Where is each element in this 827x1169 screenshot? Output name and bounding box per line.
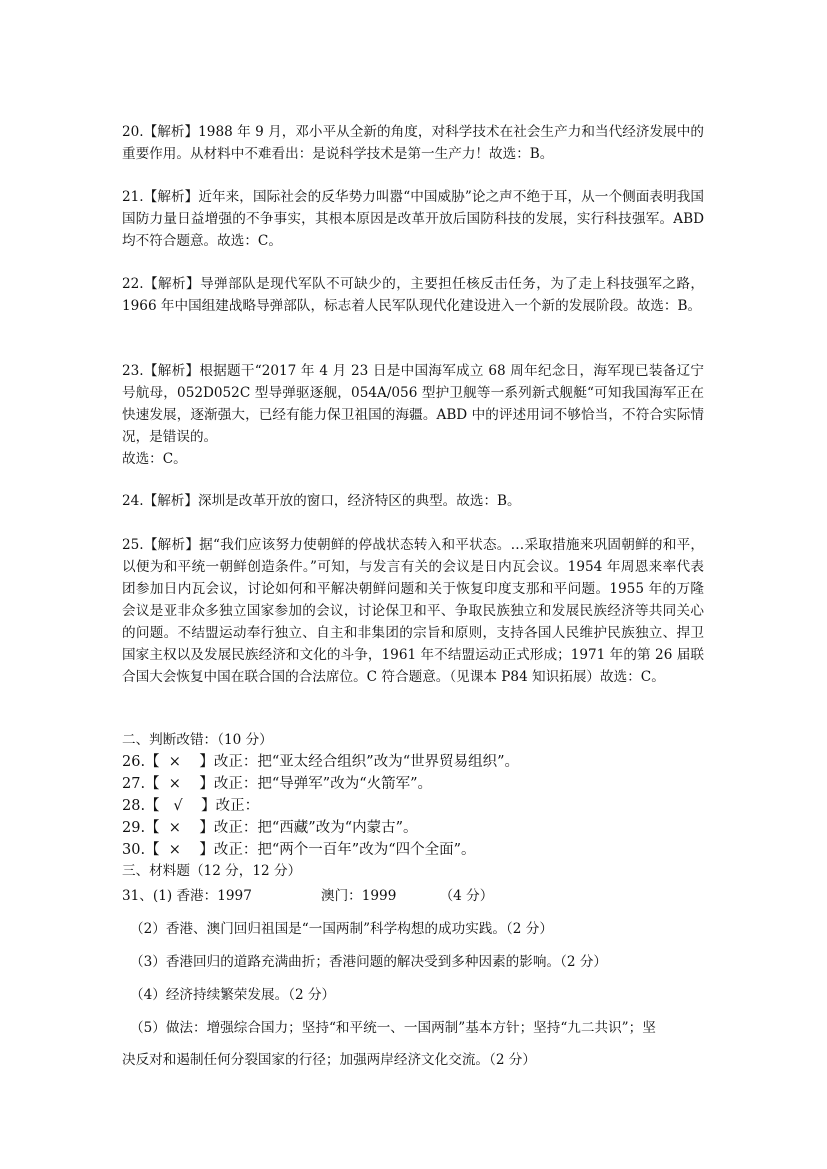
answer-31-4: （4）经济持续繁荣发展。（2 分） bbox=[130, 987, 336, 1003]
answer-31-3: （3）香港回归的道路充满曲折；香港问题的解决受到多种因素的影响。（2 分） bbox=[130, 954, 608, 970]
analysis-q24: 24.【解析】深圳是改革开放的窗口，经济特区的典型。故选：B。 bbox=[122, 493, 521, 509]
analysis-q21: 21.【解析】近年来，国际社会的反华势力叫嚣“中国威胁”论之声不绝于耳，从一个侧面表明我国国防力量日益增强的不争事实，其根本原因是改革开放后国防科技的发展，实行科技强军。ABD 均不符合题意。故选：C。 bbox=[122, 189, 704, 249]
judgement-item-28: 28.【 √ 】改正： bbox=[122, 798, 260, 814]
analysis-q22: 22.【解析】导弹部队是现代军队不可缺少的，主要担任核反击任务，为了走上科技强军之路，1966 年中国组建战略导弹部队，标志着人民军队现代化建设进入一个新的发展阶段。故选：B。 bbox=[122, 276, 704, 314]
judgement-item-29: 29.【 × 】改正：把“西藏”改为“内蒙古”。 bbox=[122, 820, 418, 836]
section2-heading: 二、判断改错：（10 分） bbox=[122, 732, 273, 748]
answer-31-5-line1: （5）做法：增强综合国力；坚持“和平统一、一国两制”基本方针；坚持“九二共识”；坚 bbox=[130, 1020, 656, 1036]
section3-heading: 三、材料题（12 分，12 分） bbox=[122, 863, 302, 879]
analysis-q23: 23.【解析】根据题干“2017 年 4 月 23 日是中国海军成立 68 周年纪念日，海军现已装备辽宁号航母，052D052C 型导弹驱逐舰，054A/056 型护卫舰等一系列新式舰艇“可知我国海军正在快速发展，逐渐强大，已经有能力保卫祖国的海疆。ABD 中的评述用词不够恰当，不符合实际情况，是错误的。 bbox=[122, 363, 704, 445]
judgement-item-27: 27.【 × 】改正：把“导弹军”改为“火箭军”。 bbox=[122, 776, 433, 792]
analysis-q25: 25.【解析】据“我们应该努力使朝鲜的停战状态转入和平状态。…采取措施来巩固朝鲜的和平，以便为和平统一朝鲜创造条件。”可知，与发言有关的会议是日内瓦会议。1954 年周恩来率代表团参加日内瓦会议，讨论如何和平解决朝鲜问题和关于恢复印度支那和平问题。1955 年的万隆会议是亚非众多独立国家参加的会议，讨论保卫和平、争取民族独立和发展民族经济等共同关心的问题。不结盟运动奉行独立、自主和非集团的宗旨和原则，支持各国人民维护民族独立、捍卫国家主权以及发展民族经济和文化的斗争，1961 年不结盟运动正式形成；1971 年的第 26 届联合国大会恢复中国在联合国的合法席位。C 符合题意。（见课本 P84 知识拓展）故选：C。 bbox=[122, 537, 704, 685]
analysis-q23-answer: 故选：C。 bbox=[122, 451, 187, 467]
judgement-item-30: 30.【 × 】改正：把“两个一百年”改为“四个全面”。 bbox=[122, 842, 476, 858]
analysis-q20: 20.【解析】1988 年 9 月，邓小平从全新的角度，对科学技术在社会生产力和当代经济发展中的重要作用。从材料中不难看出：是说科学技术是第一生产力！故选：B。 bbox=[122, 124, 704, 162]
answer-31-1: 31、(1) 香港：1997 澳门：1999 （4 分） bbox=[122, 888, 494, 904]
judgement-item-26: 26.【 × 】改正：把“亚太经合组织”改为“世界贸易组织”。 bbox=[122, 754, 520, 770]
answer-31-2: （2）香港、澳门回归祖国是“一国两制”科学构想的成功实践。（2 分） bbox=[130, 921, 553, 937]
answer-31-5-line2: 决反对和遏制任何分裂国家的行径；加强两岸经济文化交流。（2 分） bbox=[122, 1052, 536, 1068]
